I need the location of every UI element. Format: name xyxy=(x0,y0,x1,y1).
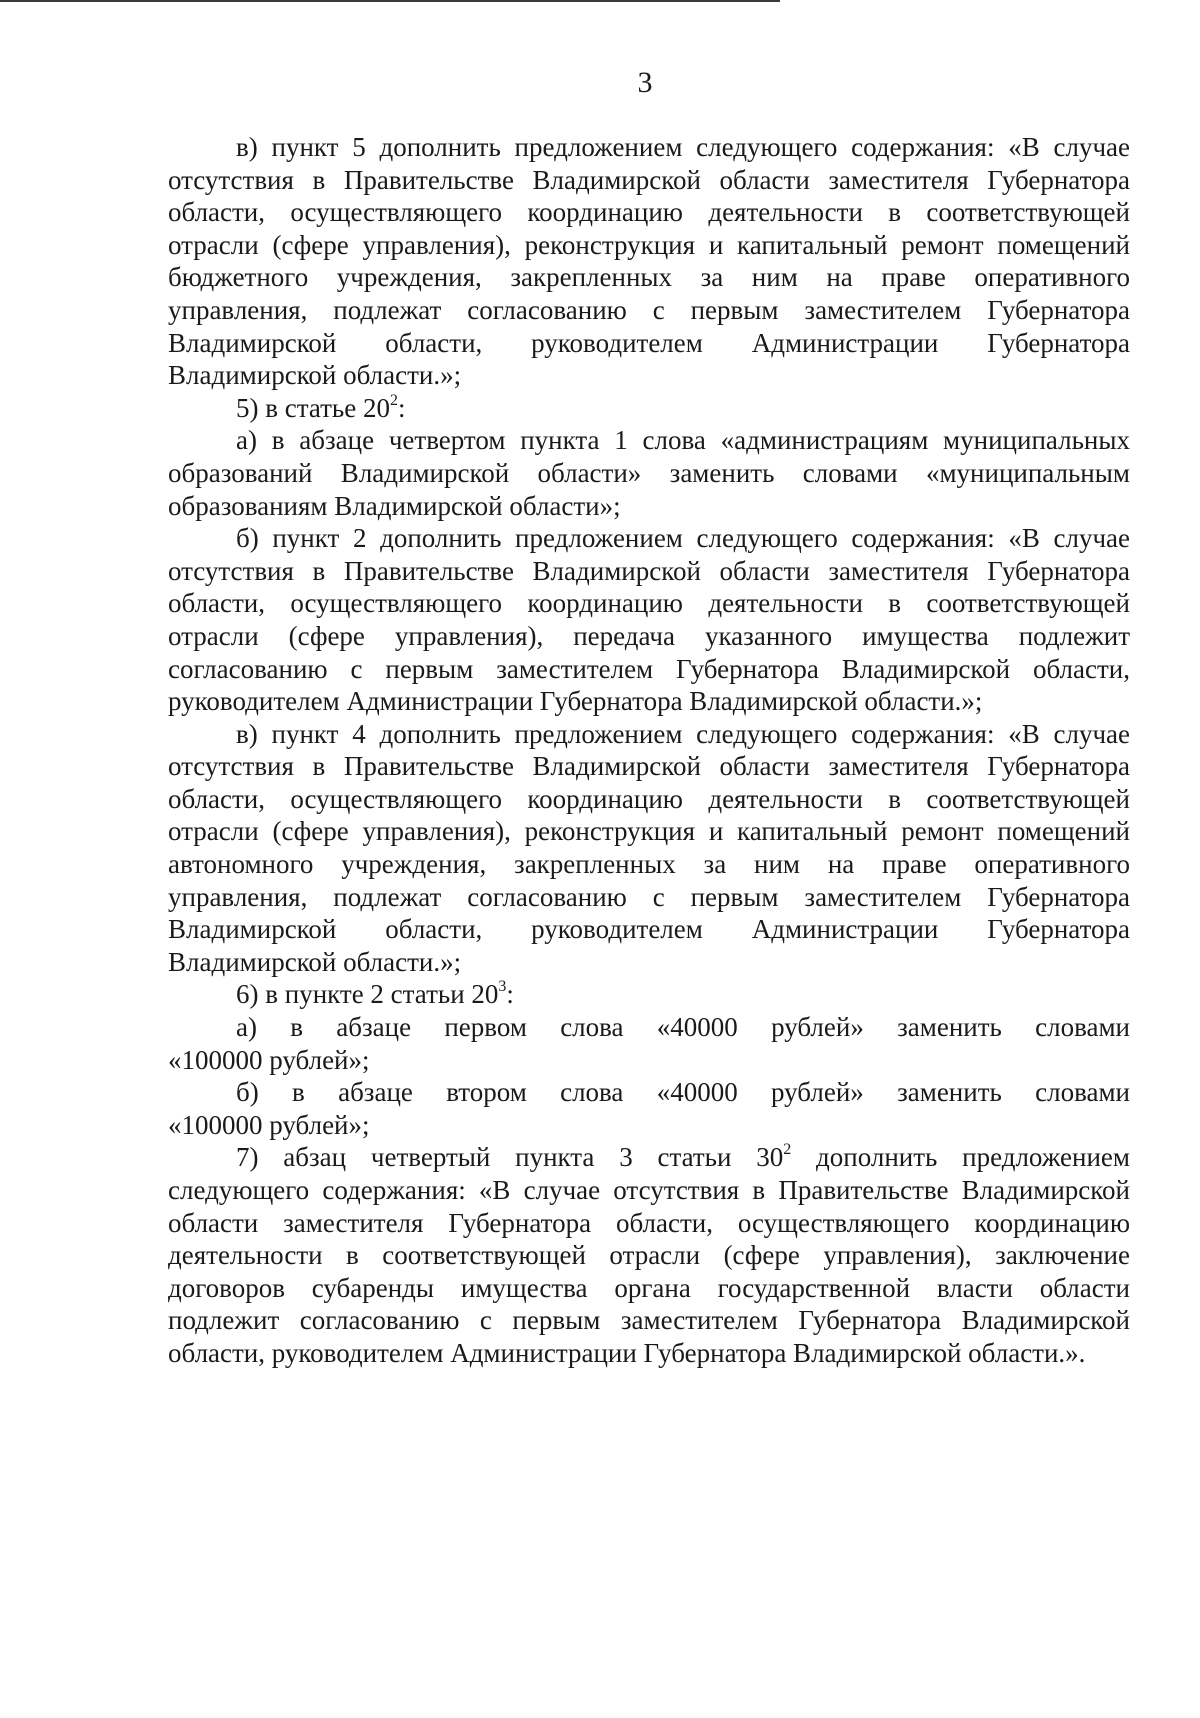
scan-top-edge xyxy=(0,0,780,2)
paragraph-clause-v-point-5 xyxy=(168,131,1130,392)
text-line: а) в абзаце первом слова «40000 рублей» заменить словами xyxy=(236,1012,1130,1043)
text-line: образованиям Владимирской области»; xyxy=(168,490,621,521)
heading-item-5 xyxy=(168,392,1130,425)
text-line: а) в абзаце четвертом пункта 1 слова «администрациям муниципальных xyxy=(236,425,1130,456)
heading-tail: : xyxy=(506,979,514,1010)
superscript: 2 xyxy=(783,1141,792,1159)
text-line: отрасли (сфере управления), передача указанного имущества подлежит xyxy=(168,620,1130,651)
text-segment: дополнить предложением xyxy=(791,1142,1131,1173)
paragraph-item-7 xyxy=(168,1141,1130,1369)
heading-line xyxy=(168,978,1130,1011)
text-line: отрасли (сфере управления), реконструкция и капитальный ремонт помещений xyxy=(168,229,1130,260)
text-line: образований Владимирской области» заменить словами «муниципальным xyxy=(168,457,1130,488)
text-line: управления, подлежат согласованию с первым заместителем Губернатора xyxy=(168,881,1130,912)
text-line: Владимирской области.»; xyxy=(168,360,462,391)
heading-tail: : xyxy=(397,392,406,423)
document-body xyxy=(168,131,1130,1370)
text-line: следующего содержания: «В случае отсутствия в Правительстве Владимирской xyxy=(168,1175,1130,1205)
heading-item-6 xyxy=(168,978,1130,1011)
text-line: бюджетного учреждения, закрепленных за ним на праве оперативного xyxy=(168,262,1130,293)
text-line: б) в абзаце втором слова «40000 рублей» заменить словами xyxy=(236,1077,1130,1108)
text-line: области, осуществляющего координацию деятельности в соответствующей xyxy=(168,783,1130,814)
paragraph-clause-b-point-2 xyxy=(168,522,1130,718)
superscript: 3 xyxy=(498,978,507,996)
paragraph-clause-a-first xyxy=(168,1011,1130,1076)
text-line: отсутствия в Правительстве Владимирской области заместителя Губернатора xyxy=(168,164,1130,195)
paragraph-clause-b-second xyxy=(168,1076,1130,1141)
text-line: в) пункт 5 дополнить предложением следующего содержания: «В случае xyxy=(236,132,1130,162)
text-line: области, осуществляющего координацию деятельности в соответствующей xyxy=(168,197,1130,228)
text-line: отрасли (сфере управления), реконструкция и капитальный ремонт помещений xyxy=(168,816,1130,847)
text-line xyxy=(168,1141,1130,1174)
text-line: области, руководителем Администрации Губернатора Владимирской области.». xyxy=(168,1337,1086,1368)
heading-line xyxy=(168,392,1130,425)
paragraph-clause-a xyxy=(168,424,1130,522)
text-line: договоров субаренды имущества органа государственной власти области xyxy=(168,1272,1130,1303)
text-line: области, осуществляющего координацию деятельности в соответствующей xyxy=(168,588,1130,619)
text-line: согласованию с первым заместителем Губернатора Владимирской области, xyxy=(168,653,1130,684)
text-line: подлежит согласованию с первым заместителем Губернатора Владимирской xyxy=(168,1305,1130,1336)
text-line: руководителем Администрации Губернатора Владимирской области.»; xyxy=(168,686,983,717)
text-line: Владимирской области.»; xyxy=(168,946,462,977)
text-line: управления, подлежат согласованию с первым заместителем Губернатора xyxy=(168,294,1130,325)
text-line: «100000 рублей»; xyxy=(168,1044,370,1075)
heading-text: 5) в статье 20 xyxy=(236,392,390,423)
text-line: области заместителя Губернатора области, осуществляющего координацию xyxy=(168,1207,1130,1238)
paragraph-clause-v-point-4 xyxy=(168,718,1130,979)
page-number: 3 xyxy=(637,66,653,99)
text-line: отсутствия в Правительстве Владимирской области заместителя Губернатора xyxy=(168,751,1130,782)
superscript: 2 xyxy=(389,391,398,409)
text-line: «100000 рублей»; xyxy=(168,1109,370,1140)
text-segment: 7) абзац четвертый пункта 3 статьи 30 xyxy=(236,1142,784,1173)
text-line: автономного учреждения, закрепленных за ним на праве оперативного xyxy=(168,849,1130,880)
text-line: отсутствия в Правительстве Владимирской области заместителя Губернатора xyxy=(168,555,1130,586)
text-line: Владимирской области, руководителем Администрации Губернатора xyxy=(168,327,1130,358)
text-line: Владимирской области, руководителем Администрации Губернатора xyxy=(168,914,1130,945)
text-line: б) пункт 2 дополнить предложением следующего содержания: «В случае xyxy=(236,523,1130,554)
heading-text: 6) в пункте 2 статьи 20 xyxy=(236,979,499,1010)
text-line: деятельности в соответствующей отрасли (сфере управления), заключение xyxy=(168,1240,1130,1271)
text-line: в) пункт 4 дополнить предложением следующего содержания: «В случае xyxy=(236,718,1130,749)
